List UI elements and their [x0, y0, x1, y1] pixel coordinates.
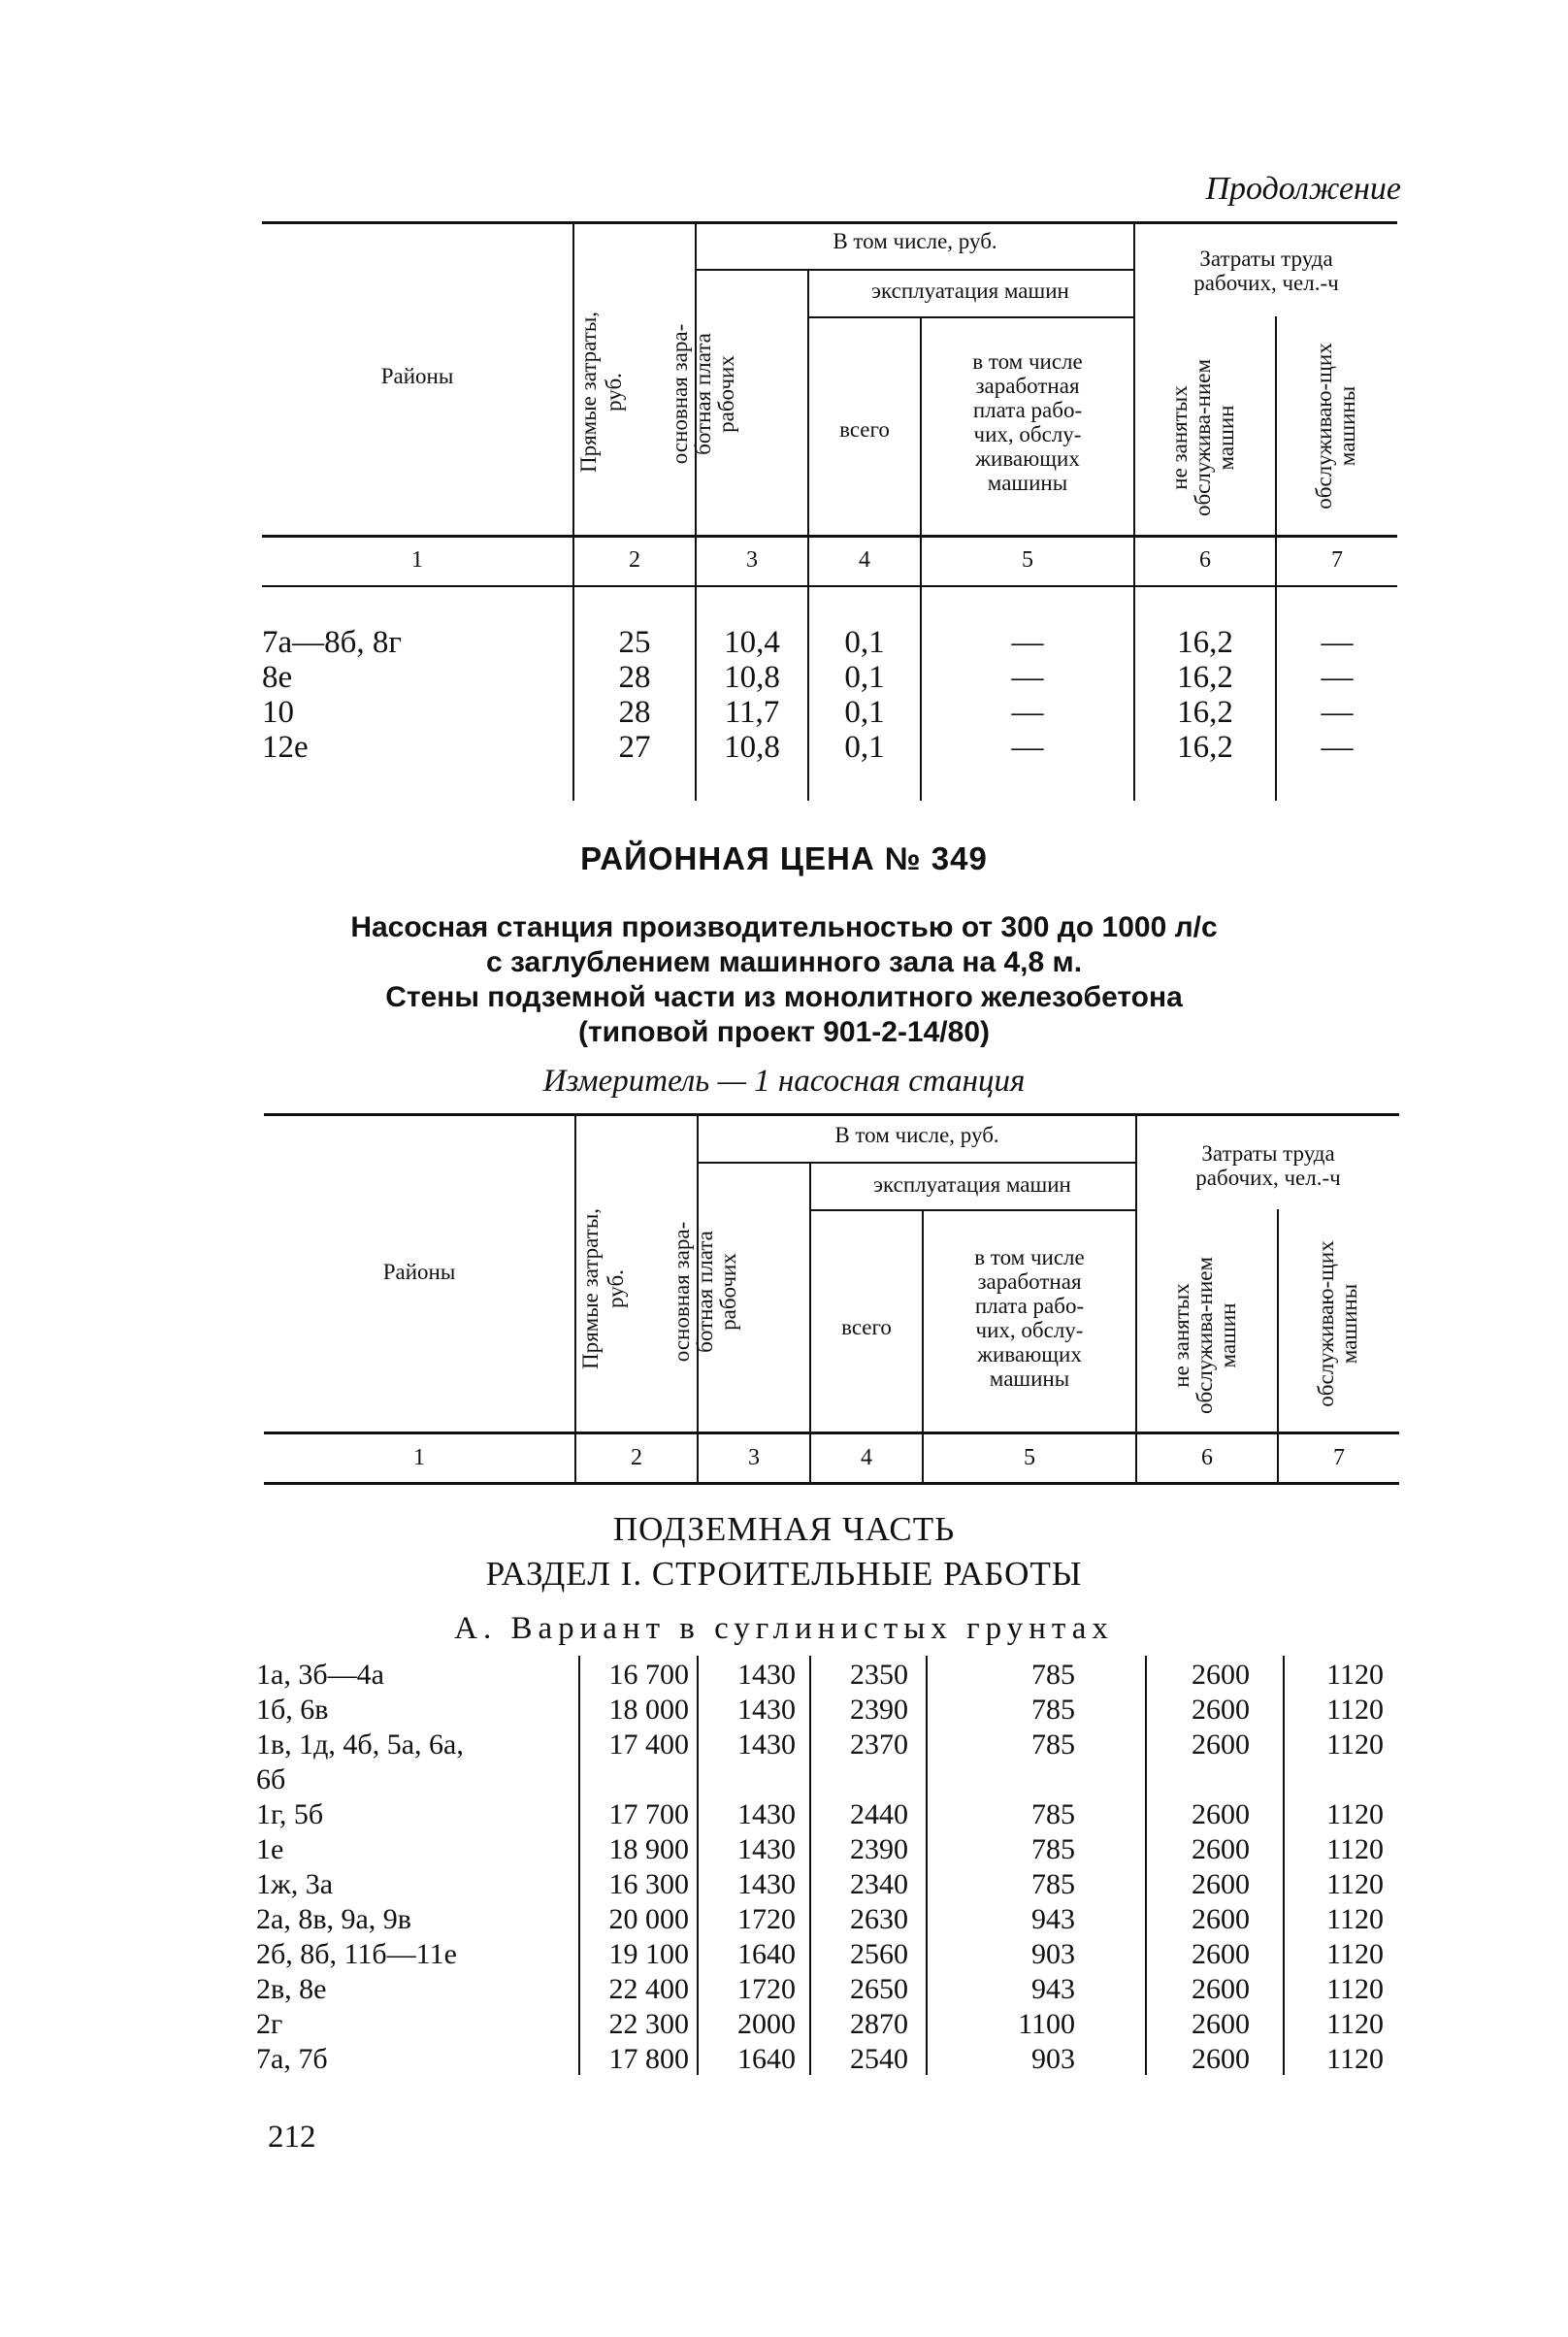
part-title: ПОДЗЕМНАЯ ЧАСТЬ	[612, 1510, 956, 1548]
districts-header: Районы	[380, 364, 454, 388]
total-header: всего	[839, 417, 890, 442]
page-number: 212	[268, 2120, 316, 2155]
col-number: 4	[861, 1445, 872, 1470]
including-header: В том числе, руб.	[834, 1123, 999, 1147]
variant-title: А. Вариант в суглинистых грунтах	[454, 1611, 1114, 1646]
machine-servicing-header: обслуживаю-щих машины	[1312, 343, 1359, 510]
col-number: 7	[1331, 547, 1343, 573]
col-number: 1	[411, 547, 423, 573]
measure-label: Измеритель — 1 насосная станция	[542, 1064, 1026, 1099]
including-wage-header: в том числе заработная плата рабо- чих, обслу- живающих машины	[972, 349, 1083, 495]
col-number: 4	[859, 547, 870, 573]
col-number: 6	[1201, 1445, 1213, 1470]
direct-costs-header: Прямые затраты, руб.	[576, 311, 626, 474]
machine-servicing-header: обслуживаю-щих машины	[1314, 1240, 1361, 1407]
col-number: 7	[1333, 1445, 1345, 1470]
col-number: 6	[1199, 547, 1211, 573]
col-number: 2	[631, 1445, 642, 1470]
price-subtitle: Насосная станция производительностью от 300 до 1000 л/с с заглублением машинного зала на 4,8 м. Стены подземной части из монолитного железобетона (типовой проект 901-2-14/80)	[350, 911, 1218, 1048]
labor-header: Затраты труда рабочих, чел.-ч	[1193, 247, 1339, 295]
direct-costs-header: Прямые затраты, руб.	[578, 1207, 628, 1370]
section-title: РАЗДЕЛ I. СТРОИТЕЛЬНЫЕ РАБОТЫ	[485, 1555, 1083, 1593]
machine-operation-header: эксплуатация машин	[873, 1172, 1071, 1197]
base-wage-header: основная зара-ботная плата рабочих	[670, 1221, 740, 1363]
including-wage-header: в том числе заработная плата рабо- чих, обслу- живающих машины	[974, 1245, 1085, 1391]
price-title: РАЙОННАЯ ЦЕНА № 349	[580, 840, 988, 876]
labor-header: Затраты труда рабочих, чел.-ч	[1195, 1141, 1341, 1190]
col-number: 1	[413, 1445, 425, 1470]
including-header: В том числе, руб.	[833, 229, 997, 253]
machine-operation-header: эксплуатация машин	[871, 279, 1069, 303]
not-machine-header: не занятых обслужива-нием машин	[1169, 1256, 1240, 1415]
col-number: 3	[748, 1445, 760, 1470]
col-number: 2	[629, 547, 640, 573]
base-wage-header: основная зара-ботная плата рабочих	[668, 323, 738, 465]
continuation-label: Продолжение	[1205, 171, 1401, 207]
not-machine-header: не занятых обслужива-нием машин	[1167, 358, 1238, 517]
districts-header: Районы	[382, 1260, 456, 1284]
total-header: всего	[841, 1315, 892, 1339]
col-number: 5	[1024, 1445, 1035, 1470]
col-number: 3	[746, 547, 758, 573]
col-number: 5	[1022, 547, 1033, 573]
